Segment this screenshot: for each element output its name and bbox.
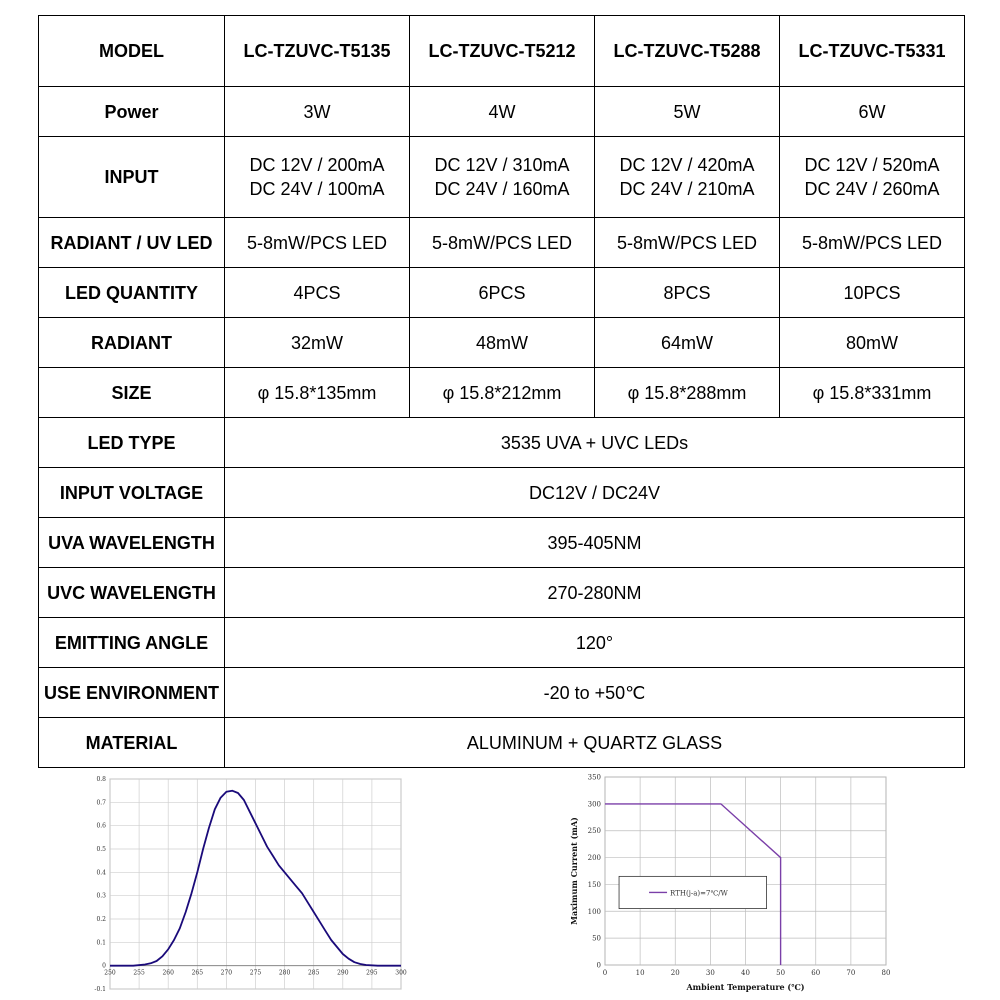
row-value: DC 12V / 520mA DC 24V / 260mA bbox=[780, 137, 965, 218]
row-value: 5-8mW/PCS LED bbox=[595, 218, 780, 268]
x-tick-label: 70 bbox=[846, 969, 856, 977]
y-tick-label: 0.4 bbox=[96, 869, 106, 877]
table-row bbox=[39, 87, 965, 137]
row-value: DC 12V / 200mA DC 24V / 100mA bbox=[225, 137, 410, 218]
row-value: 48mW bbox=[410, 318, 595, 368]
row-value: 64mW bbox=[595, 318, 780, 368]
row-label: LED QUANTITY bbox=[39, 268, 225, 318]
row-label: MATERIAL bbox=[39, 718, 225, 768]
x-tick-label: 50 bbox=[776, 969, 786, 977]
y-tick-label: 0.2 bbox=[96, 916, 106, 923]
table-row bbox=[39, 518, 965, 568]
table-row bbox=[39, 618, 965, 668]
uv-spectrum-chart bbox=[85, 770, 415, 998]
table-row bbox=[39, 137, 965, 218]
row-value: φ 15.8*135mm bbox=[225, 368, 410, 418]
y-tick-label: 0.7 bbox=[96, 799, 106, 807]
y-tick-label: 0 bbox=[596, 961, 601, 970]
y-tick-label: 0.3 bbox=[96, 892, 106, 900]
x-tick-label: 255 bbox=[133, 969, 145, 977]
row-shared-value: 120° bbox=[225, 618, 965, 668]
x-axis-title: Ambient Temperature (℃) bbox=[686, 982, 805, 992]
row-value: 5-8mW/PCS LED bbox=[410, 218, 595, 268]
y-axis-title: Maximum Current (mA) bbox=[569, 817, 579, 925]
x-tick-label: 270 bbox=[220, 969, 233, 977]
row-value: φ 15.8*331mm bbox=[780, 368, 965, 418]
table-row bbox=[39, 418, 965, 468]
x-tick-label: 265 bbox=[191, 969, 204, 977]
x-tick-label: 60 bbox=[811, 969, 821, 977]
row-shared-value: 3535 UVA + UVC LEDs bbox=[225, 418, 965, 468]
table-row bbox=[39, 218, 965, 268]
y-tick-label: 0 bbox=[102, 962, 106, 970]
table-header-row bbox=[39, 16, 965, 87]
spec-table bbox=[38, 15, 965, 768]
x-tick-label: 275 bbox=[249, 969, 262, 977]
row-label: INPUT VOLTAGE bbox=[39, 468, 225, 518]
row-value: 6W bbox=[780, 87, 965, 137]
x-tick-label: 285 bbox=[307, 969, 320, 977]
row-shared-value: 395-405NM bbox=[225, 518, 965, 568]
table-row bbox=[39, 718, 965, 768]
x-tick-label: 250 bbox=[104, 969, 116, 977]
x-tick-label: 260 bbox=[162, 969, 174, 977]
row-label: SIZE bbox=[39, 368, 225, 418]
row-label: RADIANT bbox=[39, 318, 225, 368]
row-shared-value: 270-280NM bbox=[225, 568, 965, 618]
x-tick-label: 10 bbox=[635, 969, 645, 977]
x-tick-label: 300 bbox=[395, 969, 407, 977]
row-value: 5W bbox=[595, 87, 780, 137]
current-derating-chart bbox=[565, 770, 905, 998]
y-tick-label: 300 bbox=[587, 800, 601, 809]
row-value: 4PCS bbox=[225, 268, 410, 318]
row-label: INPUT bbox=[39, 137, 225, 218]
x-tick-label: 80 bbox=[881, 969, 891, 977]
y-tick-label: 0.6 bbox=[96, 822, 106, 830]
row-value: DC 12V / 310mA DC 24V / 160mA bbox=[410, 137, 595, 218]
table-row bbox=[39, 268, 965, 318]
x-tick-label: 280 bbox=[278, 969, 291, 977]
row-label: USE ENVIRONMENT bbox=[39, 668, 225, 718]
header-model-label: MODEL bbox=[39, 16, 225, 87]
x-tick-label: 40 bbox=[741, 969, 750, 977]
x-tick-label: 30 bbox=[705, 969, 715, 977]
row-label: EMITTING ANGLE bbox=[39, 618, 225, 668]
x-tick-label: 295 bbox=[366, 969, 378, 977]
y-tick-label: 200 bbox=[587, 854, 601, 863]
y-tick-label: 150 bbox=[587, 880, 601, 889]
row-label: RADIANT / UV LED bbox=[39, 218, 225, 268]
y-tick-label: 250 bbox=[587, 827, 601, 836]
row-value: 80mW bbox=[780, 318, 965, 368]
row-value: 10PCS bbox=[780, 268, 965, 318]
row-label: LED TYPE bbox=[39, 418, 225, 468]
table-row bbox=[39, 368, 965, 418]
x-tick-label: 0 bbox=[602, 969, 608, 977]
row-value: DC 12V / 420mA DC 24V / 210mA bbox=[595, 137, 780, 218]
header-model-name: LC-TZUVC-T5212 bbox=[410, 16, 595, 87]
row-label: UVC WAVELENGTH bbox=[39, 568, 225, 618]
row-shared-value: DC12V / DC24V bbox=[225, 468, 965, 518]
row-shared-value: ALUMINUM + QUARTZ GLASS bbox=[225, 718, 965, 768]
row-value: 8PCS bbox=[595, 268, 780, 318]
row-value: φ 15.8*288mm bbox=[595, 368, 780, 418]
y-tick-label: 50 bbox=[592, 934, 601, 943]
y-tick-label: 0.1 bbox=[96, 939, 106, 947]
x-tick-label: 290 bbox=[337, 969, 349, 977]
row-value: 6PCS bbox=[410, 268, 595, 318]
row-value: 4W bbox=[410, 87, 595, 137]
row-value: 32mW bbox=[225, 318, 410, 368]
header-model-name: LC-TZUVC-T5288 bbox=[595, 16, 780, 87]
y-tick-label: 0.8 bbox=[96, 776, 106, 783]
table-row bbox=[39, 318, 965, 368]
y-tick-label: 350 bbox=[587, 773, 601, 782]
y-tick-label: -0.1 bbox=[94, 986, 106, 993]
y-tick-label: 0.5 bbox=[96, 846, 106, 853]
x-tick-label: 20 bbox=[670, 969, 680, 977]
row-value: 3W bbox=[225, 87, 410, 137]
table-row bbox=[39, 568, 965, 618]
row-shared-value: -20 to +50℃ bbox=[225, 668, 965, 718]
row-label: UVA WAVELENGTH bbox=[39, 518, 225, 568]
row-value: φ 15.8*212mm bbox=[410, 368, 595, 418]
header-model-name: LC-TZUVC-T5135 bbox=[225, 16, 410, 87]
table-row bbox=[39, 468, 965, 518]
table-row bbox=[39, 668, 965, 718]
row-label: Power bbox=[39, 87, 225, 137]
row-value: 5-8mW/PCS LED bbox=[225, 218, 410, 268]
y-tick-label: 100 bbox=[587, 907, 601, 916]
legend-label: RTH(j-a)=7℃/W bbox=[670, 889, 728, 898]
row-value: 5-8mW/PCS LED bbox=[780, 218, 965, 268]
header-model-name: LC-TZUVC-T5331 bbox=[780, 16, 965, 87]
